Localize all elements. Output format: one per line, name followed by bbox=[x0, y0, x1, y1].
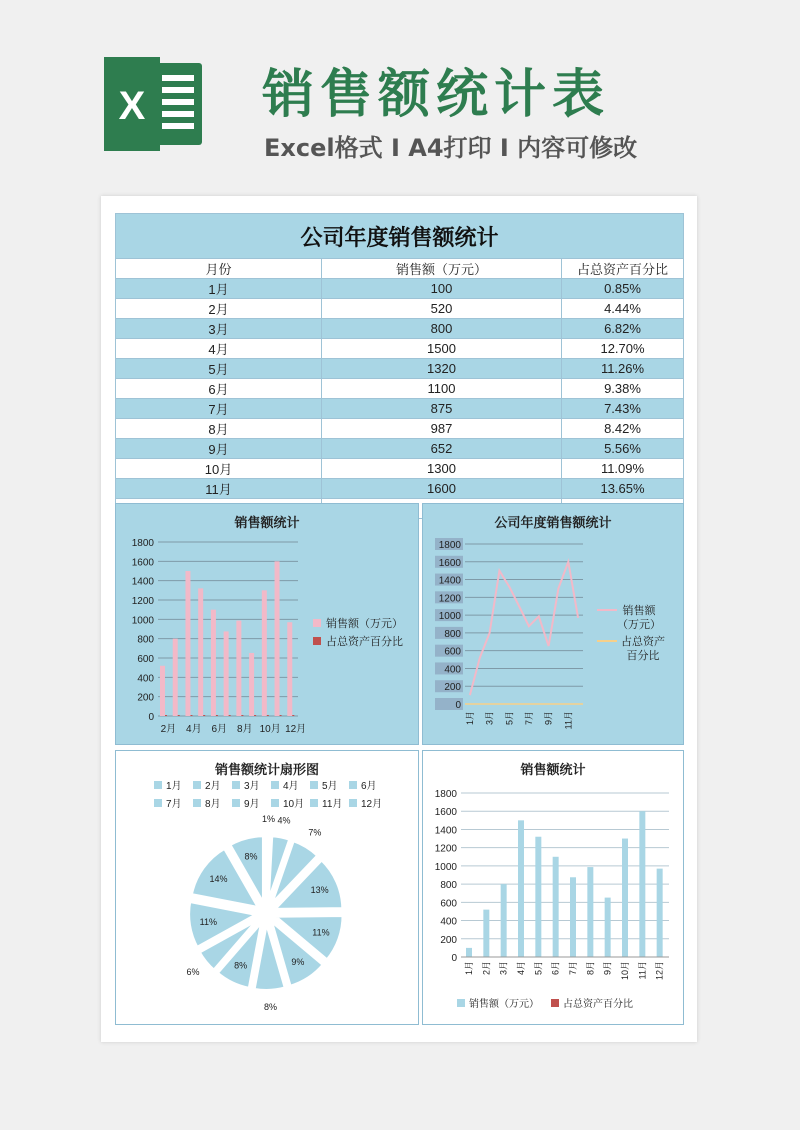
legend-swatch-sales bbox=[457, 999, 465, 1007]
y-tick-label: 0 bbox=[148, 712, 154, 723]
line-chart-title: 公司年度销售额统计 bbox=[494, 515, 612, 530]
y-tick-label: 800 bbox=[444, 628, 461, 640]
x-tick-label: 5月 bbox=[533, 961, 544, 976]
cell-percent: 7.43% bbox=[562, 399, 684, 419]
legend-swatch bbox=[154, 781, 162, 789]
x-tick-label: 3月 bbox=[498, 961, 509, 976]
cell-month: 2月 bbox=[116, 299, 322, 319]
legend-swatch bbox=[193, 799, 201, 807]
table-row bbox=[116, 399, 684, 419]
x-tick-label: 6月 bbox=[550, 961, 561, 976]
cell-month: 9月 bbox=[116, 439, 322, 459]
cell-sales: 1100 bbox=[322, 379, 562, 399]
cell-percent: 9.38% bbox=[562, 379, 684, 399]
legend-swatch-sales bbox=[313, 619, 321, 627]
bar-percent bbox=[216, 715, 218, 716]
pie-chart-panel bbox=[115, 750, 419, 1025]
y-tick-label: 1800 bbox=[131, 538, 154, 549]
pie-data-label: 9% bbox=[291, 956, 305, 967]
column-header-month: 月份 bbox=[116, 259, 322, 279]
table-row bbox=[116, 279, 684, 299]
cell-sales: 987 bbox=[322, 419, 562, 439]
x-tick-label: 5月 bbox=[504, 711, 515, 726]
bar-chart-panel bbox=[115, 503, 419, 745]
y-tick-label: 1400 bbox=[131, 576, 154, 588]
x-tick-label: 9月 bbox=[543, 711, 554, 726]
cell-percent: 6.82% bbox=[562, 319, 684, 339]
column-header-percent: 占总资产百分比 bbox=[562, 259, 684, 279]
y-tick-label: 0 bbox=[451, 953, 457, 964]
y-tick-label: 1600 bbox=[438, 557, 461, 569]
legend-label: 12月 bbox=[361, 799, 383, 810]
table-row bbox=[116, 379, 684, 399]
y-tick-label: 800 bbox=[137, 634, 154, 646]
page-subtitle: Excel格式 I A4打印 I 内容可修改 bbox=[264, 134, 638, 162]
bar-sales bbox=[224, 631, 229, 716]
cell-percent: 0.85% bbox=[562, 279, 684, 299]
y-tick-label: 800 bbox=[440, 880, 457, 892]
legend-label: 8月 bbox=[205, 799, 221, 810]
cell-sales: 800 bbox=[322, 319, 562, 339]
x-tick-label: 10月 bbox=[620, 961, 630, 981]
x-tick-label: 12月 bbox=[654, 961, 665, 981]
line-sales bbox=[470, 562, 578, 695]
cell-sales: 1320 bbox=[322, 359, 562, 379]
cell-month: 3月 bbox=[116, 319, 322, 339]
cell-percent: 5.56% bbox=[562, 439, 684, 459]
bar-percent bbox=[190, 715, 192, 716]
legend-label-sales-unit: （万元） bbox=[617, 619, 661, 631]
table-row bbox=[116, 459, 684, 479]
legend-label-sales: 销售额 bbox=[622, 605, 656, 617]
legend-swatch bbox=[310, 781, 318, 789]
bar-sales bbox=[211, 610, 216, 716]
cell-sales: 1600 bbox=[322, 479, 562, 499]
cell-percent: 12.70% bbox=[562, 339, 684, 359]
y-tick-label: 1600 bbox=[131, 557, 154, 569]
bar-sales bbox=[639, 811, 645, 957]
y-tick-label: 1400 bbox=[434, 825, 457, 837]
sales-table bbox=[115, 213, 684, 519]
cell-month: 7月 bbox=[116, 399, 322, 419]
legend-label: 6月 bbox=[361, 781, 377, 792]
pie-data-label: 8% bbox=[244, 851, 258, 862]
pie-data-label: 6% bbox=[186, 967, 200, 978]
x-tick-label: 6月 bbox=[211, 724, 228, 735]
y-tick-label: 1400 bbox=[438, 575, 461, 587]
x-tick-label: 10月 bbox=[259, 724, 281, 735]
x-tick-label: 8月 bbox=[585, 961, 596, 976]
y-tick-label: 400 bbox=[440, 916, 457, 928]
bar-sales bbox=[622, 839, 628, 957]
x-tick-label: 12月 bbox=[285, 724, 307, 735]
legend-label: 3月 bbox=[244, 781, 260, 792]
bar-sales bbox=[657, 869, 663, 957]
legend-label-percent: 占总资产 bbox=[621, 636, 665, 648]
pie-data-label: 8% bbox=[264, 1001, 278, 1012]
table-title: 公司年度销售额统计 bbox=[116, 214, 684, 259]
cell-month: 1月 bbox=[116, 279, 322, 299]
y-tick-label: 200 bbox=[444, 682, 461, 694]
cell-sales: 1300 bbox=[322, 459, 562, 479]
bar-percent bbox=[254, 715, 256, 716]
y-tick-label: 1200 bbox=[434, 843, 457, 855]
bar-sales bbox=[501, 884, 507, 957]
cell-percent: 13.65% bbox=[562, 479, 684, 499]
cell-month: 11月 bbox=[116, 479, 322, 499]
bar-sales bbox=[198, 588, 203, 716]
cell-sales: 1500 bbox=[322, 339, 562, 359]
pie-data-label: 13% bbox=[310, 884, 329, 895]
bar-sales bbox=[483, 910, 489, 957]
page-title: 销售额统计表 bbox=[262, 65, 611, 125]
table-row bbox=[116, 439, 684, 459]
y-tick-label: 600 bbox=[440, 898, 457, 910]
legend-label: 11月 bbox=[322, 799, 343, 810]
bar-sales bbox=[173, 639, 178, 716]
cell-sales: 100 bbox=[322, 279, 562, 299]
bar-sales bbox=[185, 571, 190, 716]
table-row bbox=[116, 479, 684, 499]
legend-label: 5月 bbox=[322, 781, 338, 792]
x-tick-label: 2月 bbox=[160, 724, 177, 735]
x-tick-label: 7月 bbox=[568, 961, 578, 976]
x-tick-label: 11月 bbox=[563, 711, 574, 730]
y-tick-label: 0 bbox=[455, 700, 461, 711]
legend-swatch-percent bbox=[551, 999, 559, 1007]
legend-swatch bbox=[271, 799, 279, 807]
line-chart-panel bbox=[422, 503, 684, 745]
cell-month: 4月 bbox=[116, 339, 322, 359]
cell-month: 6月 bbox=[116, 379, 322, 399]
legend-swatch bbox=[193, 781, 201, 789]
cell-sales: 652 bbox=[322, 439, 562, 459]
pie-data-label: 1% bbox=[262, 814, 276, 825]
bar-percent bbox=[292, 715, 294, 716]
y-tick-label: 600 bbox=[444, 646, 461, 658]
bar-sales bbox=[466, 948, 472, 957]
bar-sales bbox=[236, 621, 241, 716]
x-tick-label: 1月 bbox=[464, 711, 475, 726]
bar-sales bbox=[249, 653, 254, 716]
y-tick-label: 1800 bbox=[438, 540, 461, 551]
column-header-sales: 销售额（万元） bbox=[322, 259, 562, 279]
spreadsheet-sheet bbox=[101, 196, 697, 1042]
table-row bbox=[116, 299, 684, 319]
cell-percent: 11.26% bbox=[562, 359, 684, 379]
legend-swatch bbox=[154, 799, 162, 807]
cell-sales: 875 bbox=[322, 399, 562, 419]
bar-percent bbox=[165, 715, 167, 716]
bar-sales bbox=[160, 666, 165, 716]
x-tick-label: 4月 bbox=[516, 961, 526, 976]
bar-percent bbox=[178, 715, 180, 716]
pie-chart-title: 销售额统计扇形图 bbox=[214, 762, 319, 777]
legend-label: 1月 bbox=[166, 781, 182, 792]
legend-label-sales: 销售额（万元） bbox=[469, 999, 539, 1010]
cell-month: 5月 bbox=[116, 359, 322, 379]
bar-sales bbox=[287, 622, 292, 716]
cell-month: 8月 bbox=[116, 419, 322, 439]
legend-label: 4月 bbox=[283, 781, 299, 792]
legend-swatch bbox=[232, 781, 240, 789]
bar-sales bbox=[605, 898, 611, 957]
x-tick-label: 8月 bbox=[236, 724, 253, 735]
legend-label: 9月 bbox=[244, 799, 260, 810]
legend-label-percent-2: 百分比 bbox=[626, 650, 660, 662]
legend-label: 10月 bbox=[283, 799, 305, 810]
y-tick-label: 1200 bbox=[438, 593, 461, 605]
y-tick-label: 200 bbox=[137, 692, 154, 704]
y-tick-label: 1000 bbox=[131, 615, 154, 627]
x-tick-label: 1月 bbox=[464, 961, 474, 976]
cell-month: 10月 bbox=[116, 459, 322, 479]
legend-label: 2月 bbox=[205, 781, 221, 792]
x-tick-label: 11月 bbox=[637, 961, 648, 980]
table-row bbox=[116, 359, 684, 379]
bar-sales bbox=[587, 867, 593, 957]
bar-sales bbox=[518, 820, 524, 957]
bar-percent bbox=[229, 715, 231, 716]
pie-data-label: 14% bbox=[209, 874, 228, 885]
cell-percent: 8.42% bbox=[562, 419, 684, 439]
bar-percent bbox=[203, 715, 205, 716]
legend-swatch bbox=[310, 799, 318, 807]
y-tick-label: 1000 bbox=[438, 611, 461, 623]
x-tick-label: 7月 bbox=[523, 711, 534, 726]
legend-label: 7月 bbox=[166, 799, 182, 810]
excel-logo-letter: X bbox=[118, 84, 146, 128]
bar-sales bbox=[535, 837, 541, 957]
bar-percent bbox=[241, 715, 243, 716]
cell-percent: 4.44% bbox=[562, 299, 684, 319]
column-chart-panel bbox=[422, 750, 684, 1025]
pie-data-label: 7% bbox=[308, 827, 322, 838]
legend-swatch-percent bbox=[313, 637, 321, 645]
bar-sales bbox=[570, 877, 576, 957]
legend-swatch bbox=[232, 799, 240, 807]
legend-swatch bbox=[349, 781, 357, 789]
table-row bbox=[116, 419, 684, 439]
legend-label-sales: 销售额（万元） bbox=[326, 618, 403, 630]
y-tick-label: 1200 bbox=[131, 596, 154, 607]
y-tick-label: 600 bbox=[137, 654, 154, 665]
bar-chart-title: 销售额统计 bbox=[234, 515, 300, 530]
bar-percent bbox=[267, 715, 269, 716]
y-tick-label: 1800 bbox=[434, 789, 457, 800]
y-tick-label: 400 bbox=[137, 673, 154, 685]
legend-label-percent: 占总资产百分比 bbox=[563, 999, 633, 1010]
y-tick-label: 1600 bbox=[434, 807, 457, 819]
pie-data-label: 11% bbox=[312, 927, 330, 938]
legend-swatch bbox=[271, 781, 279, 789]
y-tick-label: 400 bbox=[444, 664, 461, 676]
x-tick-label: 4月 bbox=[186, 724, 202, 735]
y-tick-label: 1000 bbox=[434, 861, 457, 873]
bar-percent bbox=[280, 715, 282, 716]
bar-sales bbox=[553, 857, 559, 957]
pie-data-label: 4% bbox=[277, 815, 291, 826]
bar-sales bbox=[262, 590, 267, 716]
y-tick-label: 200 bbox=[440, 934, 457, 946]
table-row bbox=[116, 319, 684, 339]
legend-swatch bbox=[349, 799, 357, 807]
legend-label-percent: 占总资产百分比 bbox=[326, 636, 403, 648]
column-chart-title: 销售额统计 bbox=[520, 762, 586, 777]
header bbox=[0, 0, 800, 190]
pie-data-label: 11% bbox=[199, 917, 217, 928]
cell-sales: 520 bbox=[322, 299, 562, 319]
x-tick-label: 2月 bbox=[481, 961, 492, 976]
x-tick-label: 3月 bbox=[484, 711, 495, 726]
x-tick-label: 9月 bbox=[602, 961, 613, 976]
pie-data-label: 8% bbox=[234, 960, 248, 971]
cell-percent: 11.09% bbox=[562, 459, 684, 479]
bar-sales bbox=[275, 561, 280, 716]
excel-logo-icon bbox=[104, 57, 204, 151]
table-row bbox=[116, 339, 684, 359]
